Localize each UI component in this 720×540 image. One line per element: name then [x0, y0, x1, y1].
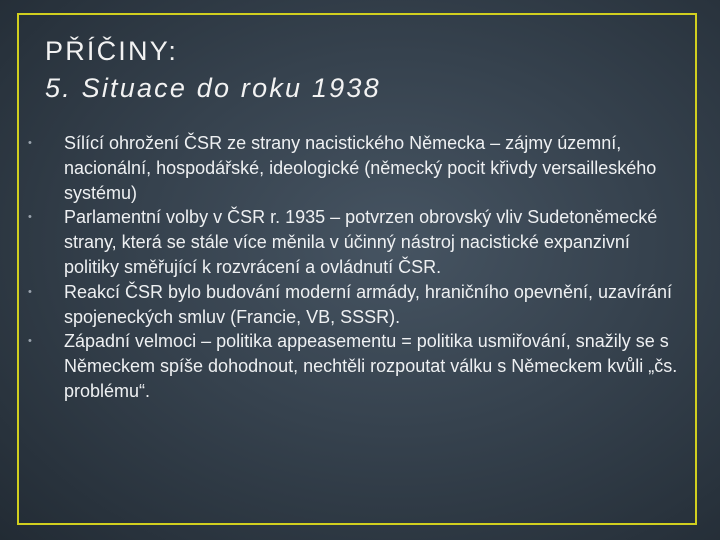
bullet-text: Sílící ohrožení ČSR ze strany nacistického Německa – zájmy územní, nacionální, hospodářské, ideologické (německý pocit křivdy versailleského systému)	[64, 133, 657, 203]
title-line-2: 5. Situace do roku 1938	[45, 73, 381, 103]
slide-title	[45, 33, 381, 107]
bullet-icon: •	[28, 137, 32, 149]
bullet-icon: •	[28, 211, 32, 224]
bullet-item	[28, 131, 688, 205]
bullet-text: Reakcí ČSR bylo budování moderní armády, hraničního opevnění, uzavírání spojeneckých smluv (Francie, VB, SSSR).	[64, 281, 673, 327]
bullet-list	[28, 131, 688, 404]
bullet-text: Parlamentní volby v ČSR r. 1935 – potvrzen obrovský vliv Sudetoněmecké strany, která se stále více měnila v účinný nástroj nacistické expanzivní politiky směřující k rozvrácení a ovládnutí ČSR.	[64, 207, 658, 277]
bullet-icon: •	[28, 285, 32, 298]
bullet-item	[28, 205, 688, 279]
bullet-icon: •	[28, 335, 32, 348]
bullet-item	[28, 329, 688, 403]
title-line-1: PŘÍČINY:	[45, 36, 179, 66]
bullet-text: Západní velmoci – politika appeasementu = politika usmiřování, snažily se s Německem spíše dohodnout, nechtěli rozpoutat válku s Německem kvůli „čs. problému“.	[64, 331, 678, 401]
bullet-item	[28, 280, 688, 330]
